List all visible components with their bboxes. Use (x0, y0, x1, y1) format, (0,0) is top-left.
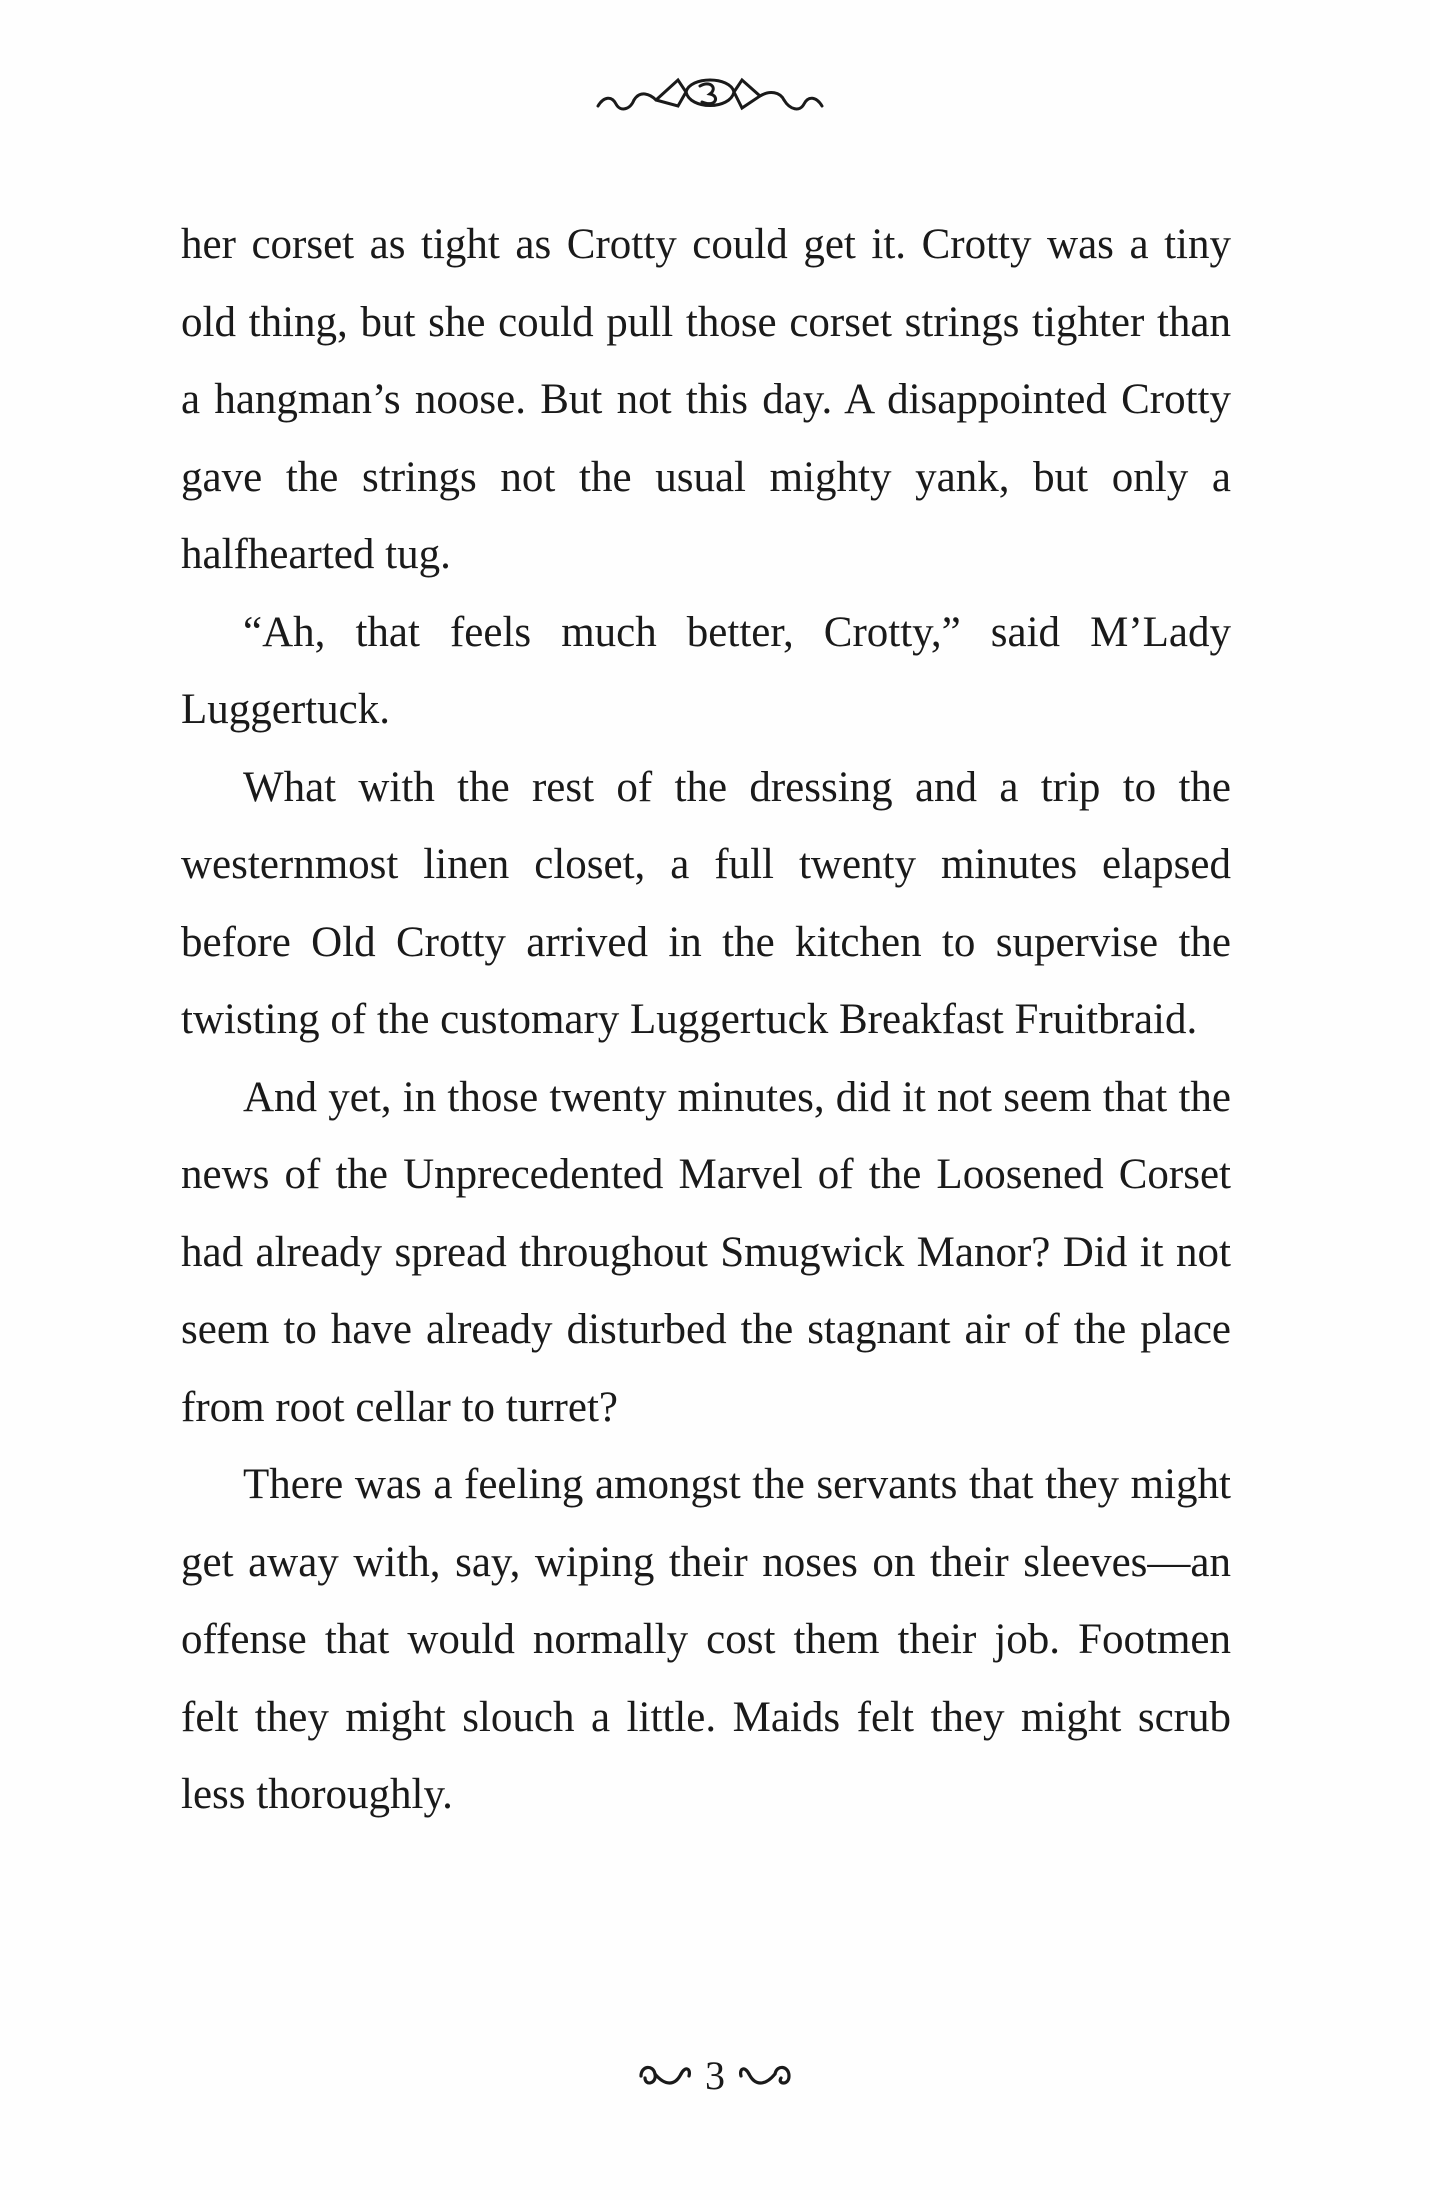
right-flourish-icon (735, 2056, 795, 2096)
page-footer (615, 2048, 815, 2104)
left-flourish-icon (635, 2056, 695, 2096)
page-number: 3 (705, 2053, 725, 2098)
paragraph: There was a feeling amongst the servants that they might get away with, say, wiping their noses on their sleeves—an offense that would normally cost them their job. Footmen felt they might slouch a little. Maids felt they might scrub less thoroughly. (181, 1461, 1231, 1818)
paragraph: And yet, in those twenty minutes, did it not seem that the news of the Unprecedented Marvel of the Loosened Corset had already spread throughout Smugwick Manor? Did it not seem to have already disturbed the stagnant air of the place from root cellar to turret? (181, 1073, 1231, 1431)
body-text (181, 206, 1231, 1834)
paragraph: her corset as tight as Crotty could get it. Crotty was a tiny old thing, but she could pull those corset strings tighter than a hangman’s noose. But not this day. A disappointed Crotty gave the strings not the usual mighty yank, but only a halfhearted tug. (181, 221, 1231, 578)
paragraph: “Ah, that feels much better, Crotty,” said M’Lady Luggertuck. (181, 608, 1231, 733)
scroll-flourish-icon (590, 66, 830, 126)
paragraph: What with the rest of the dressing and a trip to the westernmost linen closet, a full twenty minutes elapsed before Old Crotty arrived in the kitchen to supervise the twisting of the customary Luggertuck Breakfast Fruitbraid. (181, 763, 1231, 1043)
